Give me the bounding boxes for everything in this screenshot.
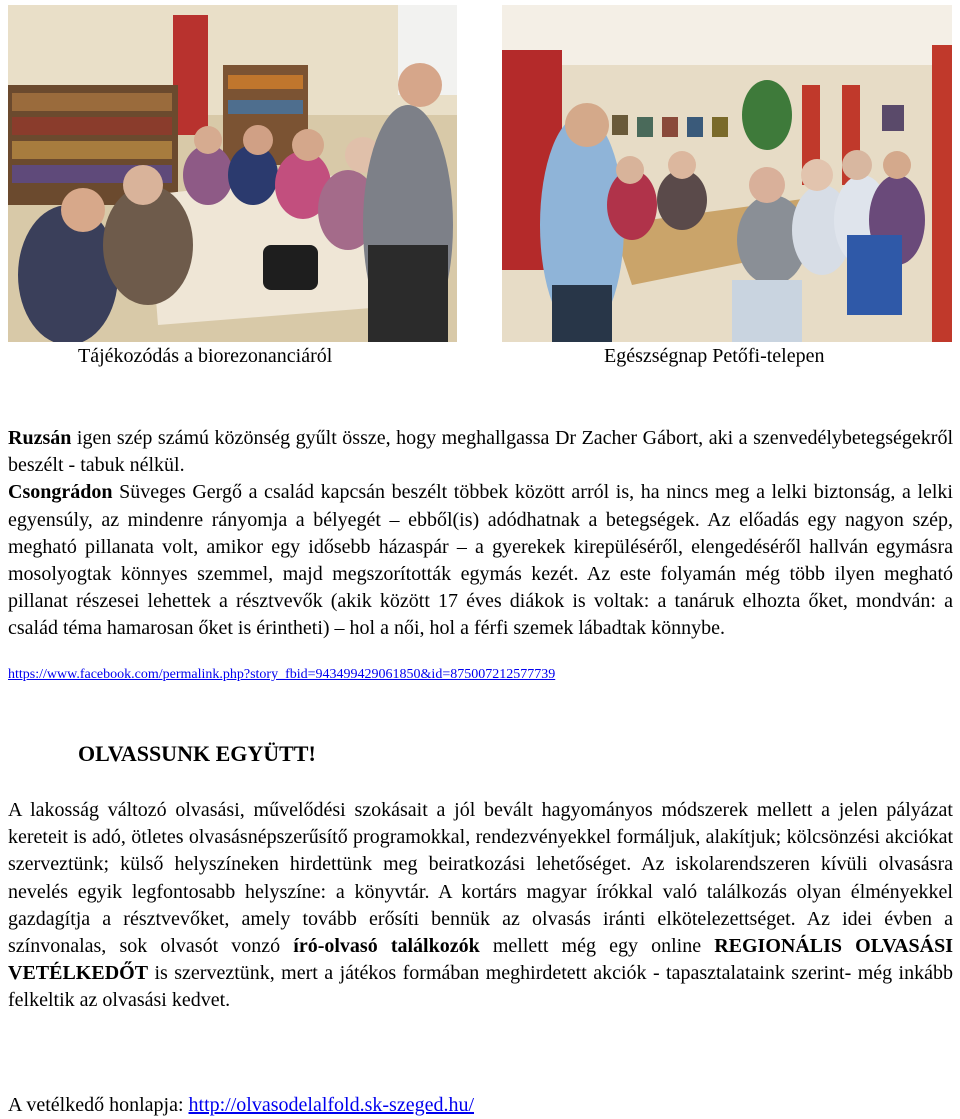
contest-homepage-link[interactable]: http://olvasodelalfold.sk-szeged.hu/ [188, 1094, 475, 1116]
photo-caption-right: Egészségnap Petőfi-telepen [604, 345, 825, 367]
reading-text-c: is szerveztünk, mert a játékos formában meghirdetett akciók - tapasztalataink szerint- még inkább felkeltik az olvasási kedvet. [8, 962, 953, 1012]
paragraph-reading [8, 797, 953, 1015]
contest-homepage-label: A vetélkedő honlapja: [8, 1094, 189, 1116]
reading-text-a: A lakosság változó olvasási, művelődési szokásait a jól bevált hagyományos módszerek mellett a jelen pályázat kereteit is adó, ötletes olvasásnépszerűsítő programokkal, rendezvényekkel formáljuk, alakítjuk; kölcsönzési akciókat szerveztünk; külső helyszíneken hirdettünk meg beiratkozási lehetőséget. Az iskolarendszeren kívüli olvasásra nevelés egyik legfontosabb helyszíne: a könyvtár. A kortárs magyar írókkal való találkozás olyan élményekkel gazdagítja a résztvevőket, amely tovább erősíti bennük az olvasás iránti elkötelezettséget. Az idei évben a színvonalas, sok olvasót vonzó [8, 799, 953, 958]
photo-biorezonancia [8, 5, 457, 342]
section-heading: OLVASSUNK EGYÜTT! [78, 741, 316, 766]
photo-caption-left: Tájékozódás a biorezonanciáról [78, 345, 333, 367]
paragraph-ruzsa [8, 425, 953, 479]
reading-bold-a: író-olvasó találkozók [293, 935, 480, 958]
contest-homepage [8, 1092, 474, 1118]
text-ruzsa: igen szép számú közönség gyűlt össze, hogy meghallgassa Dr Zacher Gábort, aki a szenvedélybetegségekről beszélt - tabuk nélkül. [8, 427, 953, 477]
text-csongrad: Süveges Gergő a család kapcsán beszélt többek között arról is, ha nincs meg a lelki biztonság, a lelki egyensúly, az mindenre rányomja a bélyegét – ebből(is) adódhatnak a betegségek. Az előadás egy nagyon szép, megható pillanata volt, amikor egy idősebb házaspár – a gyerekek kirepüléséről, elengedéséről hallván egymásra mosolyogtak könnyes szemmel, majd megszorították egymás kezét. Az este folyamán még több ilyen megható pillanat részesei lehettek a résztvevők (akik között 17 éves diákok is voltak: a tanáruk elhozta őket, mondván: a család téma hamarosan őket is érintheti) – hol a női, hol a férfi szemek lábadtak könnybe. [8, 481, 953, 640]
reading-bold-b: REGIONÁLIS OLVASÁSI VETÉLKEDŐT [8, 935, 954, 985]
place-csongrad: Csongrádon [8, 481, 113, 504]
paragraph-csongrad [8, 479, 953, 642]
reading-text-b: mellett még egy online [479, 935, 715, 958]
paragraph-events [8, 425, 953, 643]
place-ruzsa: Ruzsán [8, 427, 72, 449]
facebook-link[interactable]: https://www.facebook.com/permalink.php?story_fbid=943499429061850&id=875007212577739 [8, 667, 556, 682]
photo-egeszsegnap [502, 5, 952, 342]
